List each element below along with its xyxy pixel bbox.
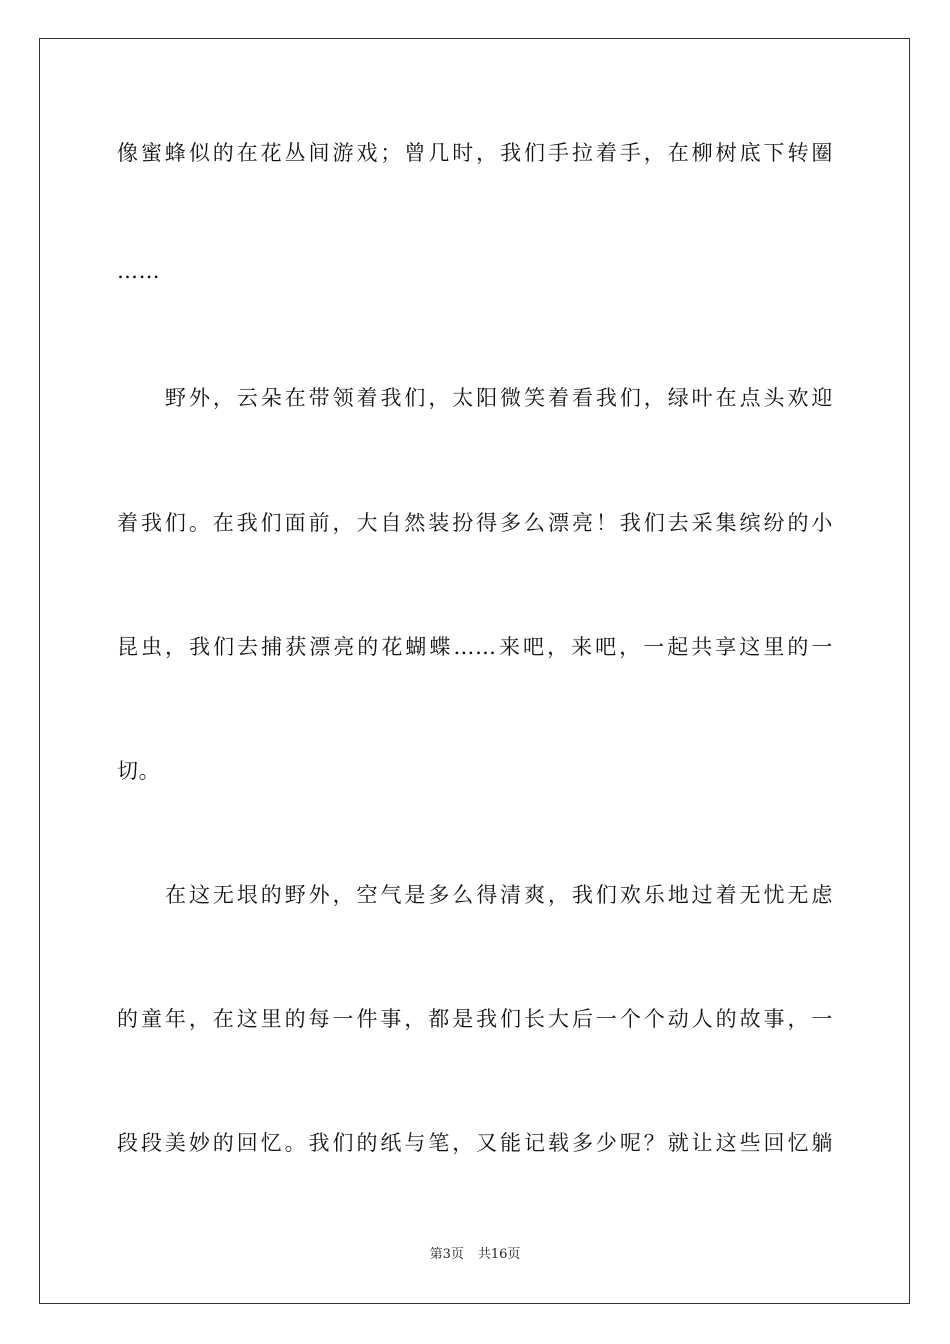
text-line-5: 昆虫，我们去捕获漂亮的花蝴蝶……来吧，来吧，一起共享这里的一: [117, 635, 833, 659]
text-line-2: ……: [117, 259, 161, 283]
page-total: 共16页: [477, 1247, 521, 1262]
text-line-3: 野外，云朵在带领着我们，太阳微笑着看我们，绿叶在点头欢迎: [165, 386, 833, 410]
page-border: [39, 38, 910, 1304]
text-line-7: 在这无垠的野外，空气是多么得清爽，我们欢乐地过着无忧无虑: [165, 883, 833, 907]
text-line-6: 切。: [117, 759, 161, 783]
text-line-4: 着我们。在我们面前，大自然装扮得多么漂亮！我们去采集缤纷的小: [117, 511, 833, 535]
page-footer: [0, 1246, 950, 1264]
text-line-9: 段段美妙的回忆。我们的纸与笔，又能记载多少呢？就让这些回忆躺: [117, 1131, 833, 1155]
text-line-8: 的童年，在这里的每一件事，都是我们长大后一个个动人的故事，一: [117, 1007, 833, 1031]
text-line-1: 像蜜蜂似的在花丛间游戏；曾几时，我们手拉着手，在柳树底下转圈: [117, 141, 833, 165]
page-number: 第3页: [429, 1247, 464, 1262]
